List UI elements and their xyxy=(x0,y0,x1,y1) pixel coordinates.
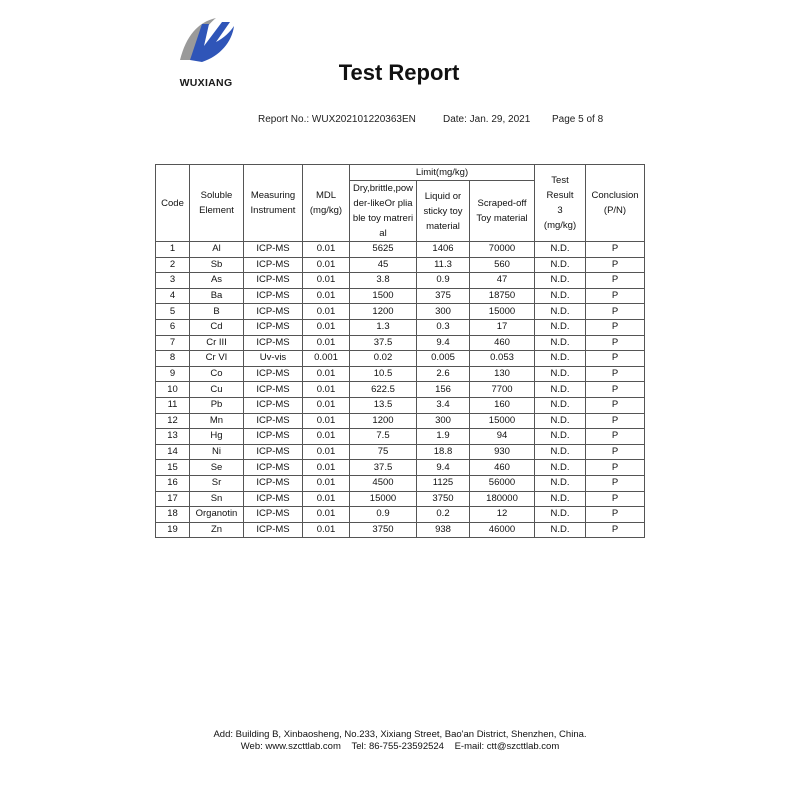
cell-result: N.D. xyxy=(535,522,586,538)
cell-scraped: 12 xyxy=(470,507,535,523)
cell-conclusion: P xyxy=(586,242,645,258)
table-row xyxy=(156,273,645,289)
header-limit-dry: Dry,brittle,powder-likeOr pliable toy matrerial xyxy=(350,181,417,242)
table-row xyxy=(156,460,645,476)
cell-code: 3 xyxy=(156,273,190,289)
cell-mdl: 0.01 xyxy=(303,257,350,273)
table-row xyxy=(156,522,645,538)
cell-result: N.D. xyxy=(535,288,586,304)
cell-dry: 45 xyxy=(350,257,417,273)
cell-code: 6 xyxy=(156,319,190,335)
table-header xyxy=(156,165,645,242)
cell-element: Pb xyxy=(190,397,244,413)
cell-element: Cr VI xyxy=(190,351,244,367)
cell-scraped: 15000 xyxy=(470,413,535,429)
cell-conclusion: P xyxy=(586,351,645,367)
cell-mdl: 0.01 xyxy=(303,413,350,429)
cell-instrument: ICP-MS xyxy=(244,397,303,413)
cell-liquid: 18.8 xyxy=(417,444,470,460)
cell-mdl: 0.01 xyxy=(303,335,350,351)
cell-element: As xyxy=(190,273,244,289)
cell-conclusion: P xyxy=(586,429,645,445)
cell-scraped: 130 xyxy=(470,366,535,382)
table-row xyxy=(156,429,645,445)
cell-dry: 10.5 xyxy=(350,366,417,382)
table-row xyxy=(156,507,645,523)
cell-instrument: ICP-MS xyxy=(244,429,303,445)
cell-dry: 37.5 xyxy=(350,460,417,476)
logo-text: WUXIANG xyxy=(179,77,233,89)
footer-email: E-mail: ctt@szcttlab.com xyxy=(454,741,560,752)
cell-conclusion: P xyxy=(586,319,645,335)
cell-dry: 7.5 xyxy=(350,429,417,445)
cell-code: 4 xyxy=(156,288,190,304)
table-row xyxy=(156,413,645,429)
cell-liquid: 2.6 xyxy=(417,366,470,382)
table-row xyxy=(156,475,645,491)
cell-scraped: 560 xyxy=(470,257,535,273)
cell-code: 15 xyxy=(156,460,190,476)
cell-dry: 1.3 xyxy=(350,319,417,335)
cell-liquid: 375 xyxy=(417,288,470,304)
cell-code: 13 xyxy=(156,429,190,445)
cell-scraped: 94 xyxy=(470,429,535,445)
logo-blue-mark xyxy=(190,22,234,62)
cell-mdl: 0.01 xyxy=(303,304,350,320)
cell-result: N.D. xyxy=(535,257,586,273)
cell-liquid: 0.3 xyxy=(417,319,470,335)
cell-liquid: 11.3 xyxy=(417,257,470,273)
cell-conclusion: P xyxy=(586,413,645,429)
footer-tel: Tel: 86-755-23592524 xyxy=(351,741,444,752)
table-row xyxy=(156,366,645,382)
cell-conclusion: P xyxy=(586,335,645,351)
cell-result: N.D. xyxy=(535,304,586,320)
soluble-elements-table xyxy=(155,164,645,538)
table-row xyxy=(156,397,645,413)
report-number: Report No.: WUX202101220363EN xyxy=(258,114,416,125)
cell-instrument: ICP-MS xyxy=(244,507,303,523)
cell-liquid: 0.005 xyxy=(417,351,470,367)
cell-dry: 75 xyxy=(350,444,417,460)
cell-element: Ni xyxy=(190,444,244,460)
cell-result: N.D. xyxy=(535,335,586,351)
cell-element: Zn xyxy=(190,522,244,538)
table-row xyxy=(156,304,645,320)
cell-conclusion: P xyxy=(586,460,645,476)
cell-liquid: 300 xyxy=(417,304,470,320)
cell-code: 12 xyxy=(156,413,190,429)
header-result: Test Result 3 (mg/kg) xyxy=(535,165,586,242)
cell-liquid: 0.9 xyxy=(417,273,470,289)
cell-mdl: 0.01 xyxy=(303,319,350,335)
table-row xyxy=(156,242,645,258)
header-limit-scraped: Scraped-off Toy material xyxy=(470,181,535,242)
cell-conclusion: P xyxy=(586,507,645,523)
cell-instrument: ICP-MS xyxy=(244,273,303,289)
cell-element: Se xyxy=(190,460,244,476)
cell-result: N.D. xyxy=(535,507,586,523)
cell-result: N.D. xyxy=(535,460,586,476)
cell-code: 14 xyxy=(156,444,190,460)
cell-result: N.D. xyxy=(535,242,586,258)
table-row xyxy=(156,319,645,335)
cell-liquid: 1.9 xyxy=(417,429,470,445)
cell-liquid: 1125 xyxy=(417,475,470,491)
cell-element: Co xyxy=(190,366,244,382)
header-instrument: Measuring Instrument xyxy=(244,165,303,242)
cell-dry: 4500 xyxy=(350,475,417,491)
cell-result: N.D. xyxy=(535,444,586,460)
cell-conclusion: P xyxy=(586,288,645,304)
cell-instrument: ICP-MS xyxy=(244,257,303,273)
table-row xyxy=(156,257,645,273)
cell-mdl: 0.01 xyxy=(303,444,350,460)
cell-liquid: 156 xyxy=(417,382,470,398)
cell-conclusion: P xyxy=(586,444,645,460)
cell-mdl: 0.01 xyxy=(303,507,350,523)
cell-result: N.D. xyxy=(535,366,586,382)
cell-element: Cu xyxy=(190,382,244,398)
cell-mdl: 0.01 xyxy=(303,475,350,491)
cell-mdl: 0.01 xyxy=(303,382,350,398)
cell-mdl: 0.01 xyxy=(303,429,350,445)
cell-code: 11 xyxy=(156,397,190,413)
footer-address: Add: Building B, Xinbaosheng, No.233, Xixiang Street, Bao'an District, Shenzhen, China. xyxy=(213,729,587,740)
cell-element: B xyxy=(190,304,244,320)
header-limit-group: Limit(mg/kg) xyxy=(350,165,535,181)
cell-scraped: 18750 xyxy=(470,288,535,304)
cell-result: N.D. xyxy=(535,351,586,367)
cell-mdl: 0.01 xyxy=(303,273,350,289)
cell-dry: 1200 xyxy=(350,413,417,429)
cell-instrument: ICP-MS xyxy=(244,304,303,320)
table-row xyxy=(156,288,645,304)
cell-instrument: ICP-MS xyxy=(244,460,303,476)
cell-mdl: 0.01 xyxy=(303,366,350,382)
cell-instrument: ICP-MS xyxy=(244,413,303,429)
cell-dry: 0.02 xyxy=(350,351,417,367)
cell-code: 5 xyxy=(156,304,190,320)
cell-element: Organotin xyxy=(190,507,244,523)
cell-dry: 5625 xyxy=(350,242,417,258)
cell-dry: 15000 xyxy=(350,491,417,507)
cell-liquid: 3750 xyxy=(417,491,470,507)
cell-instrument: ICP-MS xyxy=(244,444,303,460)
cell-element: Sr xyxy=(190,475,244,491)
cell-element: Hg xyxy=(190,429,244,445)
header-limit-liquid: Liquid or sticky toy material xyxy=(417,181,470,242)
cell-scraped: 70000 xyxy=(470,242,535,258)
cell-instrument: ICP-MS xyxy=(244,522,303,538)
cell-element: Cr III xyxy=(190,335,244,351)
cell-conclusion: P xyxy=(586,475,645,491)
cell-code: 18 xyxy=(156,507,190,523)
cell-scraped: 56000 xyxy=(470,475,535,491)
cell-scraped: 930 xyxy=(470,444,535,460)
cell-code: 10 xyxy=(156,382,190,398)
cell-result: N.D. xyxy=(535,397,586,413)
table-row xyxy=(156,335,645,351)
cell-code: 19 xyxy=(156,522,190,538)
cell-conclusion: P xyxy=(586,273,645,289)
cell-result: N.D. xyxy=(535,475,586,491)
cell-element: Mn xyxy=(190,413,244,429)
header-conclusion: Conclusion (P/N) xyxy=(586,165,645,242)
cell-scraped: 460 xyxy=(470,460,535,476)
cell-scraped: 0.053 xyxy=(470,351,535,367)
cell-conclusion: P xyxy=(586,366,645,382)
cell-liquid: 300 xyxy=(417,413,470,429)
table-row xyxy=(156,444,645,460)
cell-instrument: ICP-MS xyxy=(244,491,303,507)
header-mdl: MDL (mg/kg) xyxy=(303,165,350,242)
cell-dry: 37.5 xyxy=(350,335,417,351)
table-row xyxy=(156,382,645,398)
cell-conclusion: P xyxy=(586,491,645,507)
cell-instrument: ICP-MS xyxy=(244,242,303,258)
cell-mdl: 0.01 xyxy=(303,460,350,476)
cell-conclusion: P xyxy=(586,397,645,413)
cell-element: Sb xyxy=(190,257,244,273)
cell-result: N.D. xyxy=(535,273,586,289)
cell-liquid: 0.2 xyxy=(417,507,470,523)
header-element: Soluble Element xyxy=(190,165,244,242)
cell-scraped: 160 xyxy=(470,397,535,413)
cell-mdl: 0.001 xyxy=(303,351,350,367)
cell-dry: 3750 xyxy=(350,522,417,538)
cell-code: 2 xyxy=(156,257,190,273)
table-row xyxy=(156,351,645,367)
cell-code: 17 xyxy=(156,491,190,507)
cell-conclusion: P xyxy=(586,382,645,398)
cell-instrument: ICP-MS xyxy=(244,475,303,491)
cell-conclusion: P xyxy=(586,257,645,273)
cell-dry: 0.9 xyxy=(350,507,417,523)
cell-code: 1 xyxy=(156,242,190,258)
cell-instrument: ICP-MS xyxy=(244,288,303,304)
header-code: Code xyxy=(156,165,190,242)
cell-instrument: ICP-MS xyxy=(244,319,303,335)
cell-liquid: 3.4 xyxy=(417,397,470,413)
cell-scraped: 17 xyxy=(470,319,535,335)
cell-element: Cd xyxy=(190,319,244,335)
table-body xyxy=(156,242,645,538)
report-date: Date: Jan. 29, 2021 xyxy=(443,114,531,125)
cell-scraped: 15000 xyxy=(470,304,535,320)
cell-dry: 13.5 xyxy=(350,397,417,413)
cell-instrument: ICP-MS xyxy=(244,335,303,351)
cell-instrument: ICP-MS xyxy=(244,382,303,398)
cell-scraped: 47 xyxy=(470,273,535,289)
cell-result: N.D. xyxy=(535,319,586,335)
cell-dry: 1200 xyxy=(350,304,417,320)
cell-element: Al xyxy=(190,242,244,258)
cell-instrument: ICP-MS xyxy=(244,366,303,382)
cell-liquid: 1406 xyxy=(417,242,470,258)
cell-element: Sn xyxy=(190,491,244,507)
cell-code: 8 xyxy=(156,351,190,367)
cell-result: N.D. xyxy=(535,413,586,429)
cell-scraped: 7700 xyxy=(470,382,535,398)
cell-result: N.D. xyxy=(535,429,586,445)
cell-dry: 622.5 xyxy=(350,382,417,398)
cell-result: N.D. xyxy=(535,382,586,398)
footer-contact xyxy=(0,741,800,752)
page-title: Test Report xyxy=(338,60,460,85)
cell-scraped: 180000 xyxy=(470,491,535,507)
cell-result: N.D. xyxy=(535,491,586,507)
cell-conclusion: P xyxy=(586,304,645,320)
cell-liquid: 9.4 xyxy=(417,335,470,351)
cell-liquid: 9.4 xyxy=(417,460,470,476)
table-row xyxy=(156,491,645,507)
cell-mdl: 0.01 xyxy=(303,522,350,538)
cell-mdl: 0.01 xyxy=(303,288,350,304)
cell-dry: 3.8 xyxy=(350,273,417,289)
cell-instrument: Uv-vis xyxy=(244,351,303,367)
cell-element: Ba xyxy=(190,288,244,304)
cell-code: 9 xyxy=(156,366,190,382)
cell-conclusion: P xyxy=(586,522,645,538)
cell-scraped: 46000 xyxy=(470,522,535,538)
footer-web: Web: www.szcttlab.com xyxy=(240,741,341,752)
cell-mdl: 0.01 xyxy=(303,242,350,258)
cell-scraped: 460 xyxy=(470,335,535,351)
cell-mdl: 0.01 xyxy=(303,491,350,507)
cell-code: 7 xyxy=(156,335,190,351)
cell-liquid: 938 xyxy=(417,522,470,538)
cell-mdl: 0.01 xyxy=(303,397,350,413)
page-number: Page 5 of 8 xyxy=(552,114,604,125)
cell-code: 16 xyxy=(156,475,190,491)
cell-dry: 1500 xyxy=(350,288,417,304)
